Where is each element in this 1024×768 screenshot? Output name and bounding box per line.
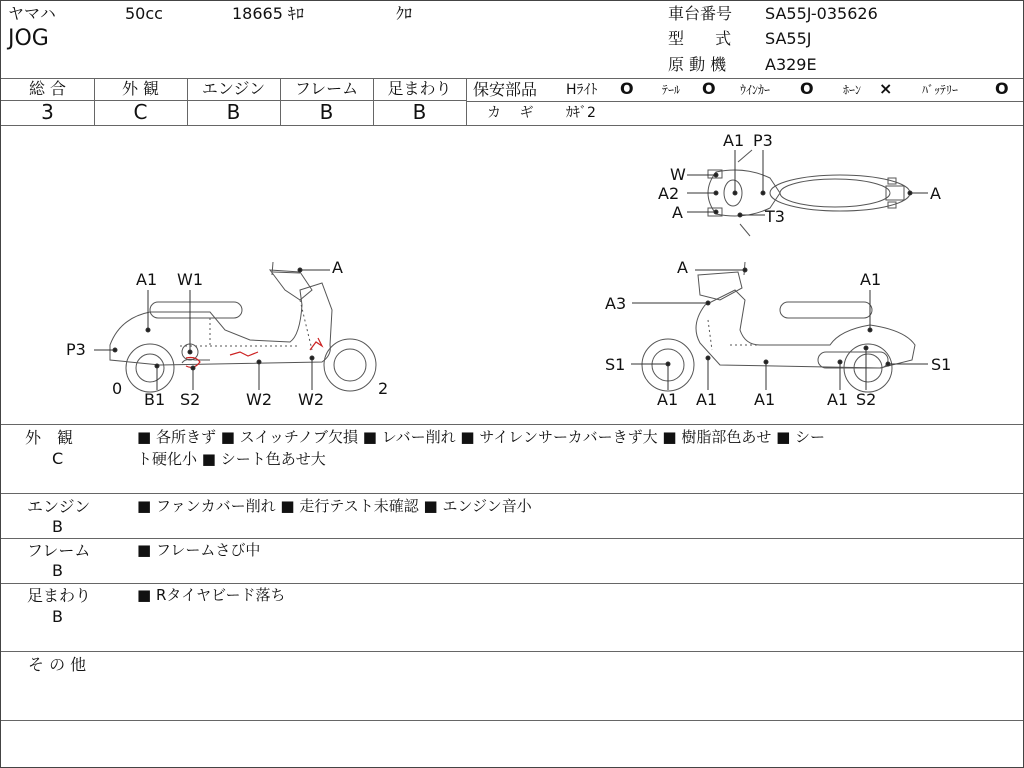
label-top-a2: A2 — [658, 184, 680, 203]
score-frame: B — [319, 100, 334, 124]
label-top-a-left: A — [672, 203, 683, 222]
note-line-exterior-1: ■ 各所きず ■ スイッチノブ欠損 ■ レバー削れ ■ サイレンサーカバーきず大 ■ 樹脂部色あせ ■ シー — [137, 428, 826, 446]
note-grade-exterior: C — [52, 449, 64, 468]
note-line-suspension-1: ■ Rタイヤビード落ち — [137, 586, 286, 604]
note-line-frame-1: ■ フレームさび中 — [137, 541, 261, 559]
note-grade-engine: B — [52, 517, 63, 536]
label-left-a: A — [332, 258, 343, 277]
top-view-scooter — [708, 150, 910, 236]
label-right-s1-left: S1 — [605, 355, 626, 374]
score-header-exterior: 外 観 — [121, 79, 160, 98]
safety-mark-battery: O — [995, 79, 1009, 98]
frame-no: SA55J-035626 — [765, 4, 878, 23]
label-top-w: W — [670, 165, 686, 184]
safety-mark-headlight: O — [620, 79, 634, 98]
label-right-a1-top: A1 — [860, 270, 882, 289]
label-right-s2: S2 — [856, 390, 877, 409]
label-left-s2: S2 — [180, 390, 201, 409]
key-label: カ ギ — [487, 105, 534, 121]
model-name: JOG — [8, 26, 49, 51]
note-grade-frame: B — [52, 561, 63, 580]
label-right-a3: A3 — [605, 294, 627, 313]
label-right-a1-3: A1 — [754, 390, 776, 409]
safety-item-headlight: Hﾗｲﾄ — [566, 82, 598, 98]
note-line-engine-1: ■ ファンカバー削れ ■ 走行テスト未確認 ■ エンジン音小 — [137, 497, 532, 515]
label-right-a: A — [677, 258, 688, 277]
mileage: 18665 ｷﾛ — [232, 4, 304, 23]
safety-mark-tail: O — [702, 79, 716, 98]
note-line-exterior-2: ト硬化小 ■ シート色あせ大 — [137, 450, 326, 468]
maker: ヤマハ — [8, 4, 56, 23]
safety-item-horn: ﾎｰﾝ — [843, 83, 862, 97]
label-left-a1: A1 — [136, 270, 158, 289]
displacement: 50cc — [125, 4, 163, 23]
key-value: ｶｷﾞ2 — [566, 105, 596, 121]
label-left-2: 2 — [378, 379, 389, 398]
engine-value: A329E — [765, 55, 817, 74]
note-grade-suspension: B — [52, 607, 63, 626]
label-right-a1-2: A1 — [696, 390, 718, 409]
label-top-t3: T3 — [765, 207, 785, 226]
label-top-p3: P3 — [753, 131, 773, 150]
safety-item-tail: ﾃｰﾙ — [662, 83, 681, 97]
label-top-a1: A1 — [723, 131, 745, 150]
type-label: 型 式 — [668, 29, 732, 48]
color: ｸﾛ — [396, 4, 413, 23]
score-engine: B — [226, 100, 241, 124]
safety-mark-winker: O — [800, 79, 814, 98]
score-header-frame: フレーム — [294, 79, 359, 98]
score-header-total: 総 合 — [28, 79, 67, 98]
note-category-engine: エンジン — [27, 497, 91, 516]
type-value: SA55J — [765, 29, 812, 48]
label-top-a-right: A — [930, 184, 941, 203]
note-category-exterior: 外 観 — [25, 428, 74, 447]
safety-item-battery: ﾊﾞｯﾃﾘｰ — [922, 83, 959, 97]
score-header-engine: エンジン — [201, 79, 266, 98]
engine-label: 原 動 機 — [668, 55, 727, 74]
frame-no-label: 車台番号 — [668, 4, 733, 23]
label-left-b1: B1 — [144, 390, 166, 409]
label-left-w1: W1 — [177, 270, 203, 289]
note-category-suspension: 足まわり — [27, 586, 92, 605]
note-category-frame: フレーム — [27, 541, 91, 560]
label-left-w2-b: W2 — [298, 390, 324, 409]
score-exterior: C — [133, 100, 148, 124]
label-right-a1-4: A1 — [827, 390, 849, 409]
score-header-suspension: 足まわり — [387, 79, 452, 98]
label-right-a1-1: A1 — [657, 390, 679, 409]
note-category-other: そ の 他 — [28, 655, 87, 674]
label-right-s1-right: S1 — [931, 355, 952, 374]
safety-label: 保安部品 — [473, 80, 538, 99]
score-suspension: B — [412, 100, 427, 124]
safety-item-winker: ｳｲﾝｶｰ — [740, 83, 771, 97]
label-left-0: 0 — [112, 379, 123, 398]
label-left-p3: P3 — [66, 340, 86, 359]
label-left-w2-a: W2 — [246, 390, 272, 409]
score-total: 3 — [41, 100, 54, 124]
safety-mark-horn: × — [879, 79, 893, 98]
